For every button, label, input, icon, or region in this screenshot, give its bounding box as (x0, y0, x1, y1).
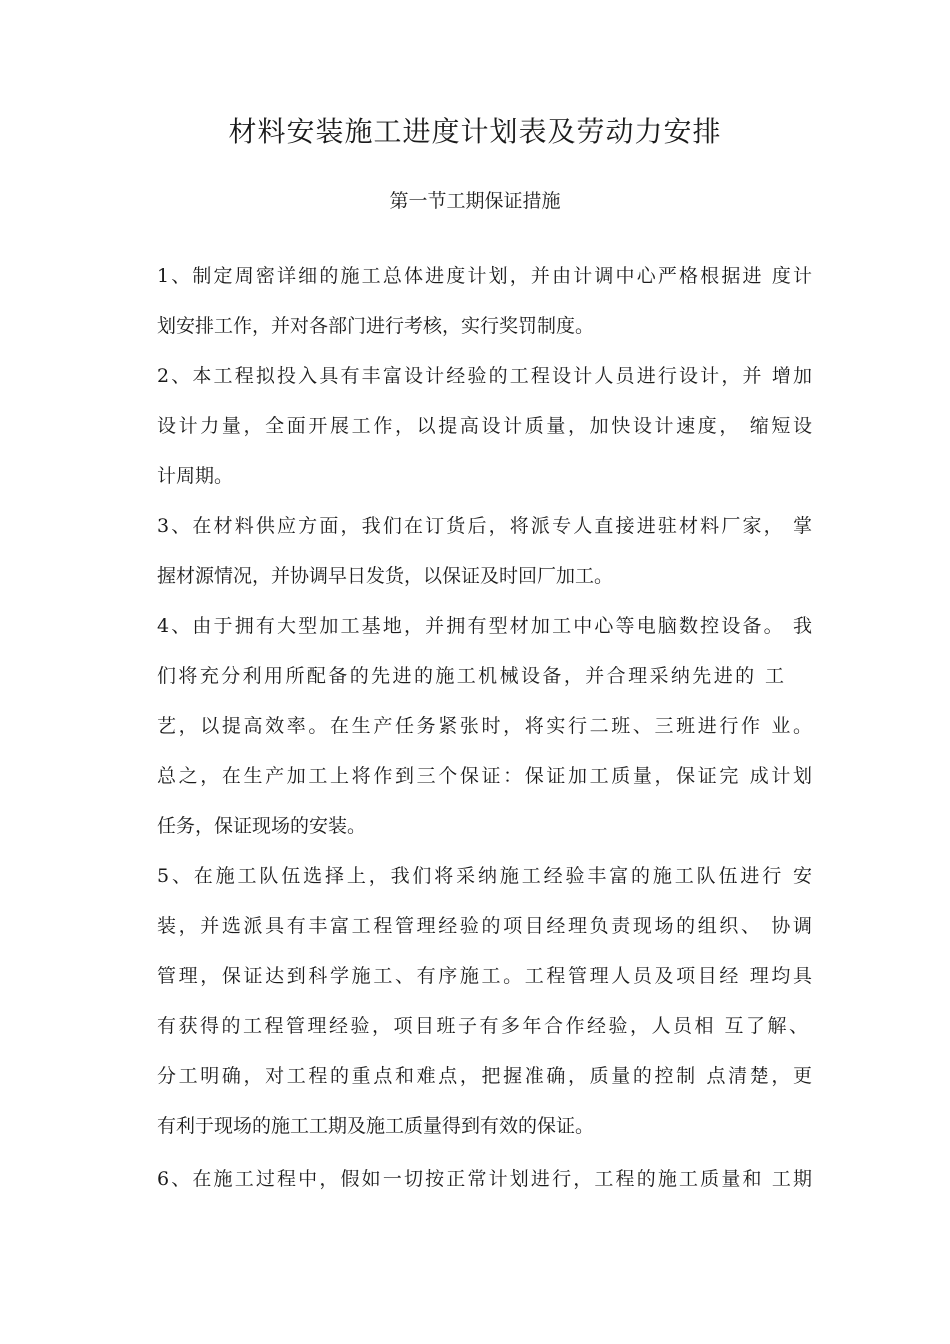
paragraph-line: 任务，保证现场的安装。 (157, 815, 367, 837)
paragraph-line: 1、制定周密详细的施工总体进度计划，并由计调中心严格根据进 度计 (157, 265, 812, 287)
paragraph-line: 计周期。 (157, 465, 234, 487)
paragraph-line: 管理，保证达到科学施工、有序施工。工程管理人员及项目经 理均具 (157, 965, 812, 987)
paragraph-line: 3、在材料供应方面，我们在订货后，将派专人直接进驻材料厂家， 掌 (157, 515, 812, 537)
section-heading: 第一节工期保证措施 (389, 190, 561, 212)
paragraph-line: 分工明确，对工程的重点和难点，把握准确，质量的控制 点清楚，更 (157, 1065, 812, 1087)
paragraph-line: 握材源情况，并协调早日发货，以保证及时回厂加工。 (157, 565, 614, 587)
paragraph-line: 总之，在生产加工上将作到三个保证：保证加工质量，保证完 成计划 (157, 765, 812, 787)
paragraph-line: 6、在施工过程中，假如一切按正常计划进行，工程的施工质量和 工期 (157, 1168, 812, 1190)
paragraph-line: 5、在施工队伍选择上，我们将采纳施工经验丰富的施工队伍进行 安 (157, 865, 812, 887)
document-title: 材料安装施工进度计划表及劳动力安排 (228, 115, 722, 148)
paragraph-line: 划安排工作，并对各部门进行考核，实行奖罚制度。 (157, 315, 595, 337)
paragraph-line: 设计力量，全面开展工作，以提高设计质量，加快设计速度， 缩短设 (157, 415, 812, 437)
paragraph-line: 装，并选派具有丰富工程管理经验的项目经理负责现场的组织、 协调 (157, 915, 812, 937)
paragraph-line: 有获得的工程管理经验，项目班子有多年合作经验，人员相 互了解、 (157, 1015, 808, 1037)
paragraph-line: 有利于现场的施工工期及施工质量得到有效的保证。 (157, 1115, 595, 1137)
paragraph-line: 2、本工程拟投入具有丰富设计经验的工程设计人员进行设计，并 增加 (157, 365, 812, 387)
paragraph-line: 4、由于拥有大型加工基地，并拥有型材加工中心等电脑数控设备。 我 (157, 615, 812, 637)
paragraph-line: 艺，以提高效率。在生产任务紧张时，将实行二班、三班进行作 业。 (157, 715, 812, 737)
paragraph-line: 们将充分利用所配备的先进的施工机械设备，并合理采纳先进的 工 (157, 665, 784, 687)
